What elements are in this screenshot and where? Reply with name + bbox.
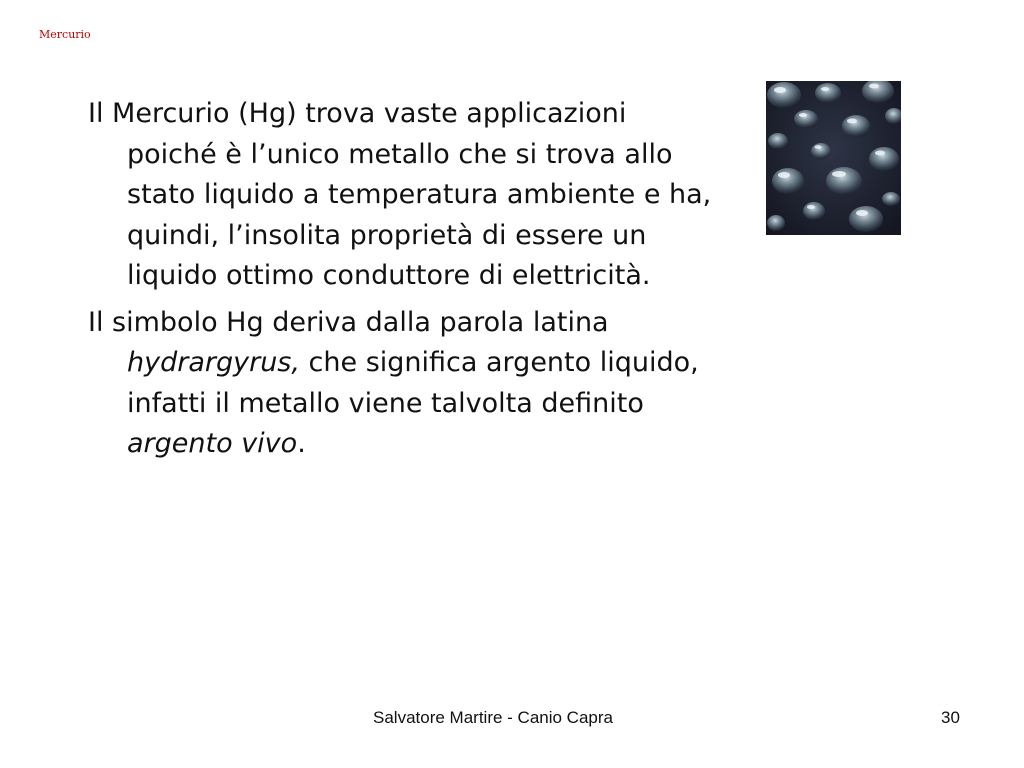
paragraph-text: Il simbolo Hg deriva dalla parola latina <box>88 306 609 338</box>
slide-number: 30 <box>941 708 960 727</box>
paragraph-text: Il Mercurio (Hg) trova vaste applicazioni poiché è l’unico metallo che si trova allo stato liquido a temperatura ambiente e ha, quindi, l’insolita proprietà di essere un liquido ottimo conduttore di elettricità. <box>88 98 712 291</box>
paragraph-text: che significa argento liquido, infatti il metallo viene talvolta definito <box>127 347 699 419</box>
paragraph-text: . <box>297 428 306 459</box>
slide-body <box>88 94 718 471</box>
latin-term: hydrargyrus, <box>127 347 300 378</box>
argento-vivo-term: argento vivo <box>127 428 298 459</box>
slide-header-title: Mercurio <box>39 28 91 41</box>
mercury-droplets-illustration <box>766 81 901 235</box>
paragraph-symbol-origin <box>88 303 718 465</box>
paragraph-mercury-applications <box>88 94 718 297</box>
footer-authors: Salvatore Martire - Canio Capra <box>373 708 613 727</box>
mercury-droplets-photo <box>766 81 901 235</box>
